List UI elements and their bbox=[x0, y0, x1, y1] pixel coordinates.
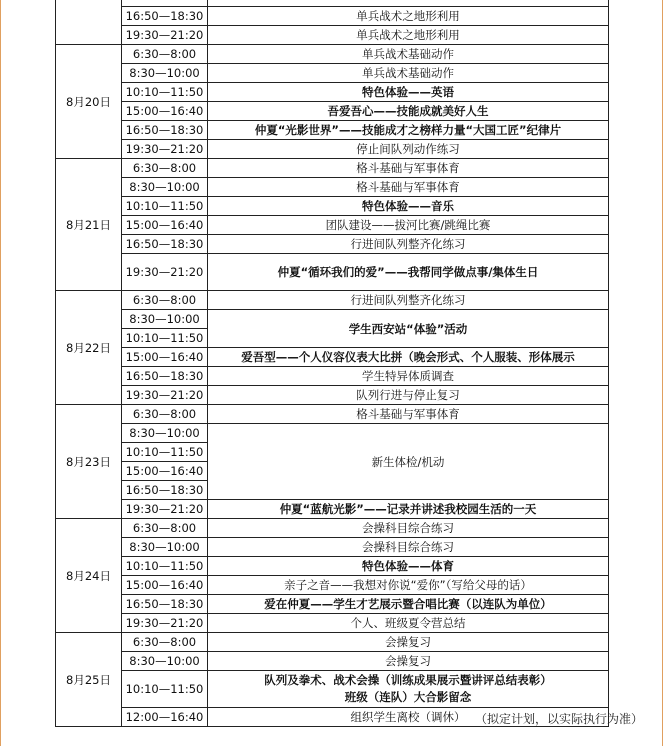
schedule-row bbox=[56, 310, 609, 329]
activity-cell: 停止间队列动作练习 bbox=[208, 140, 609, 159]
schedule-row bbox=[56, 291, 609, 310]
time-cell: 12:00—16:40 bbox=[122, 708, 208, 727]
schedule-row bbox=[56, 633, 609, 652]
activity-cell: 亲子之音——我想对你说“爱你”（写给父母的话） bbox=[208, 576, 609, 595]
activity-cell: 会操复习 bbox=[208, 633, 609, 652]
schedule-row bbox=[56, 595, 609, 614]
time-cell: 16:50—18:30 bbox=[122, 235, 208, 254]
schedule-row bbox=[56, 614, 609, 633]
date-cell: 8月24日 bbox=[56, 519, 122, 633]
activity-cell: 单兵战术基础动作 bbox=[208, 64, 609, 83]
activity-cell: 行进间队列整齐化练习 bbox=[208, 291, 609, 310]
schedule-row bbox=[56, 140, 609, 159]
activity-cell: 格斗基础与军事体育 bbox=[208, 405, 609, 424]
schedule-row bbox=[56, 652, 609, 671]
time-cell: 6:30—8:00 bbox=[122, 159, 208, 178]
activity-cell: 会操科目综合练习 bbox=[208, 538, 609, 557]
activity-cell: 单兵战术之地形利用 bbox=[208, 7, 609, 26]
activity-cell: 吾爱吾心——技能成就美好人生 bbox=[208, 102, 609, 121]
time-cell: 8:30—10:00 bbox=[122, 178, 208, 197]
activity-cell: 学生西安站“体验”活动 bbox=[208, 310, 609, 348]
time-cell: 16:50—18:30 bbox=[122, 481, 208, 500]
schedule-row bbox=[56, 159, 609, 178]
time-cell: 6:30—8:00 bbox=[122, 633, 208, 652]
footer-note: （拟定计划，以实际执行为准） bbox=[474, 712, 643, 726]
activity-cell: 特色体验——音乐 bbox=[208, 197, 609, 216]
schedule-row bbox=[56, 386, 609, 405]
schedule-table bbox=[55, 0, 609, 727]
activity-cell: 团队建设——拔河比赛/跳绳比赛 bbox=[208, 216, 609, 235]
activity-cell: 个人、班级夏令营总结 bbox=[208, 614, 609, 633]
time-cell: 16:50—18:30 bbox=[122, 595, 208, 614]
schedule-body bbox=[56, 0, 609, 727]
schedule-row bbox=[56, 121, 609, 140]
schedule-row bbox=[56, 235, 609, 254]
activity-cell: 新生体检/机动 bbox=[208, 424, 609, 500]
activity-cell: 特色体验——体育 bbox=[208, 557, 609, 576]
activity-cell: 特色体验——英语 bbox=[208, 83, 609, 102]
time-cell: 10:10—11:50 bbox=[122, 443, 208, 462]
activity-cell: 仲夏“循环我们的爱”——我帮同学做点事/集体生日 bbox=[208, 254, 609, 291]
schedule-row bbox=[56, 102, 609, 121]
activity-line-1: 队列及拳术、战术会操（训练成果展示暨讲评总结表彰） bbox=[264, 673, 552, 687]
time-cell: 15:00—16:40 bbox=[122, 216, 208, 235]
schedule-row bbox=[56, 83, 609, 102]
time-cell: 10:10—11:50 bbox=[122, 671, 208, 708]
time-cell: 19:30—21:20 bbox=[122, 254, 208, 291]
page-frame-left bbox=[0, 0, 1, 746]
schedule-row bbox=[56, 671, 609, 708]
activity-cell: 爱吾型——个人仪容仪表大比拼（晚会形式、个人服装、形体展示 bbox=[208, 348, 609, 367]
activity-cell: 单兵战术基础动作 bbox=[208, 45, 609, 64]
activity-cell: 组织学生离校（调休） bbox=[208, 708, 609, 727]
time-cell: 15:00—16:40 bbox=[122, 462, 208, 481]
schedule-row bbox=[56, 45, 609, 64]
schedule-row bbox=[56, 519, 609, 538]
time-cell: 19:30—21:20 bbox=[122, 386, 208, 405]
time-cell: 8:30—10:00 bbox=[122, 538, 208, 557]
activity-cell: 队列行进与停止复习 bbox=[208, 386, 609, 405]
date-cell: 8月20日 bbox=[56, 45, 122, 159]
activity-cell: 会操科目综合练习 bbox=[208, 519, 609, 538]
time-cell: 6:30—8:00 bbox=[122, 45, 208, 64]
activity-cell: 学生特异体质调查 bbox=[208, 367, 609, 386]
date-cell bbox=[56, 0, 122, 45]
activity-cell: 会操复习 bbox=[208, 652, 609, 671]
time-cell: 10:10—11:50 bbox=[122, 557, 208, 576]
time-cell: 19:30—21:20 bbox=[122, 614, 208, 633]
time-cell: 8:30—10:00 bbox=[122, 64, 208, 83]
activity-cell: 爱在仲夏——学生才艺展示暨合唱比赛（以连队为单位） bbox=[208, 595, 609, 614]
schedule-row bbox=[56, 405, 609, 424]
date-cell: 8月23日 bbox=[56, 405, 122, 519]
activity-cell: 单兵战术之地形利用 bbox=[208, 26, 609, 45]
schedule-row bbox=[56, 216, 609, 235]
schedule-row bbox=[56, 7, 609, 26]
date-cell: 8月22日 bbox=[56, 291, 122, 405]
schedule-row bbox=[56, 178, 609, 197]
activity-cell: 格斗基础与军事体育 bbox=[208, 159, 609, 178]
time-cell: 8:30—10:00 bbox=[122, 652, 208, 671]
schedule-row bbox=[56, 254, 609, 291]
time-cell: 19:30—21:20 bbox=[122, 26, 208, 45]
schedule-row bbox=[56, 64, 609, 83]
activity-cell: 行进间队列整齐化练习 bbox=[208, 235, 609, 254]
activity-cell: 仲夏“光影世界”——技能成才之榜样力量“大国工匠”纪律片 bbox=[208, 121, 609, 140]
schedule-row bbox=[56, 197, 609, 216]
schedule-row bbox=[56, 424, 609, 443]
date-cell: 8月25日 bbox=[56, 633, 122, 727]
time-cell: 10:10—11:50 bbox=[122, 197, 208, 216]
activity-cell: 格斗基础与军事体育 bbox=[208, 178, 609, 197]
time-cell: 8:30—10:00 bbox=[122, 424, 208, 443]
schedule-row bbox=[56, 348, 609, 367]
time-cell: 6:30—8:00 bbox=[122, 519, 208, 538]
schedule-row bbox=[56, 538, 609, 557]
time-cell: 16:50—18:30 bbox=[122, 367, 208, 386]
date-cell: 8月21日 bbox=[56, 159, 122, 291]
activity-cell: 仲夏“蓝航光影”——记录并讲述我校园生活的一天 bbox=[208, 500, 609, 519]
activity-cell bbox=[208, 671, 609, 708]
time-cell: 16:50—18:30 bbox=[122, 121, 208, 140]
time-cell: 19:30—21:20 bbox=[122, 500, 208, 519]
time-cell: 16:50—18:30 bbox=[122, 7, 208, 26]
time-cell: 10:10—11:50 bbox=[122, 329, 208, 348]
activity-line-2: 班级（连队）大合影留念 bbox=[344, 690, 472, 704]
schedule-row bbox=[56, 576, 609, 595]
time-cell: 15:00—16:40 bbox=[122, 576, 208, 595]
time-cell: 15:00—16:40 bbox=[122, 348, 208, 367]
time-cell: 8:30—10:00 bbox=[122, 310, 208, 329]
schedule-row bbox=[56, 367, 609, 386]
schedule-row bbox=[56, 500, 609, 519]
time-cell: 10:10—11:50 bbox=[122, 83, 208, 102]
schedule-row bbox=[56, 26, 609, 45]
schedule-row bbox=[56, 557, 609, 576]
time-cell: 19:30—21:20 bbox=[122, 140, 208, 159]
time-cell: 6:30—8:00 bbox=[122, 291, 208, 310]
time-cell: 15:00—16:40 bbox=[122, 102, 208, 121]
time-cell: 6:30—8:00 bbox=[122, 405, 208, 424]
